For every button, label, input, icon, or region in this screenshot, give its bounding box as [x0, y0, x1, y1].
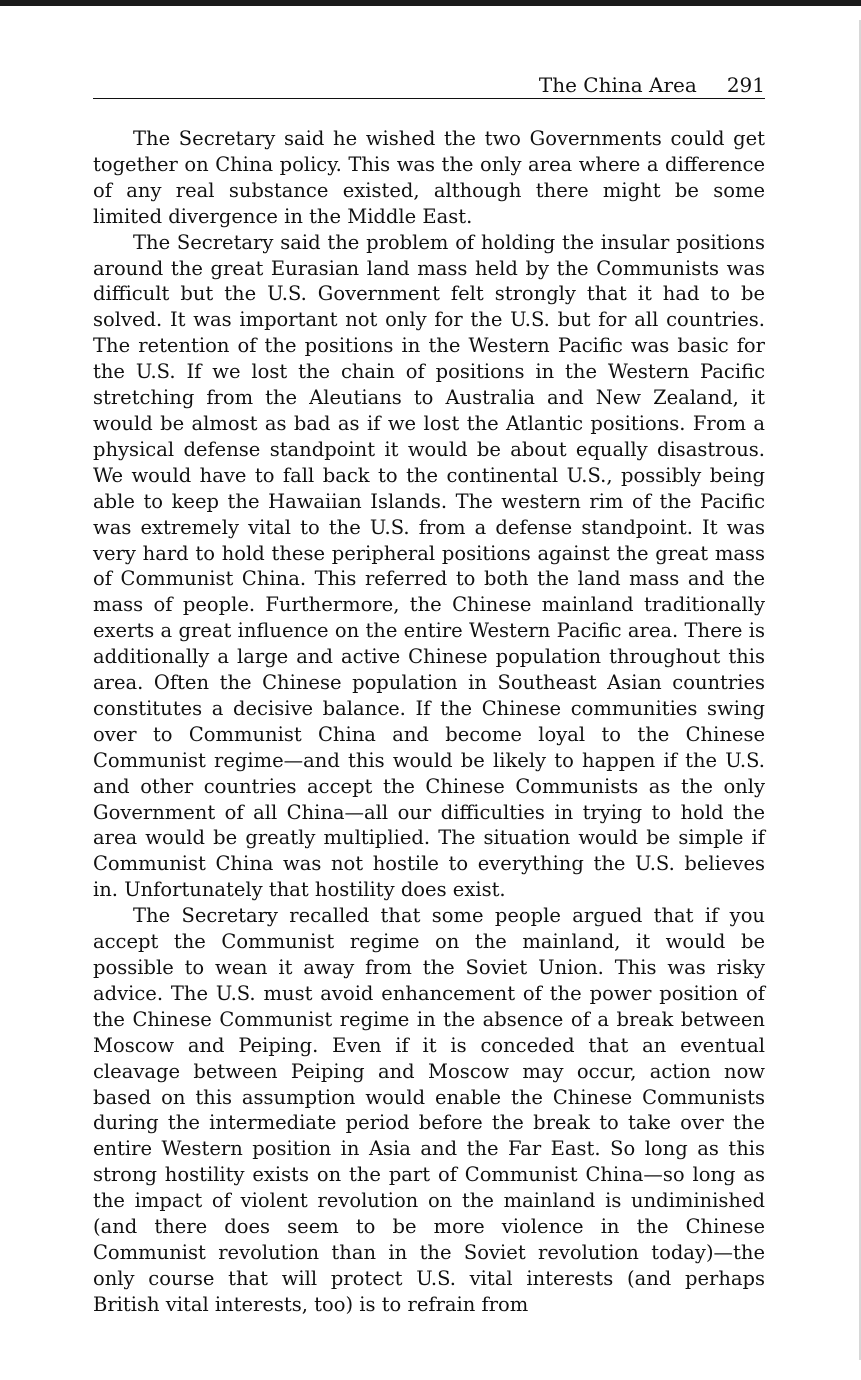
body-text: [93, 126, 765, 1318]
paragraph-3: The Secretary recalled that some people argued that if you accept the Communist regime on the mainland, it would be possible to wean it away from the Soviet Union. This was risky advice. The U.S. must avoid enhancement of the power position of the Chinese Communist regime in the absence of a break between Moscow and Peiping. Even if it is conceded that an eventual cleavage between Peiping and Moscow may occur, action now based on this assumption would enable the Chinese Communists during the intermediate period before the break to take over the entire Western position in Asia and the Far East. So long as this strong hostility exists on the part of Communist China—so long as the impact of violent revolution on the mainland is undiminished (and there does seem to be more violence in the Chinese Communist revolution than in the Soviet revolution today)—the only course that will protect U.S. vital interests (and perhaps British vital interests, too) is to refrain from: [93, 904, 765, 1316]
page-number: 291: [726, 73, 765, 97]
top-edge-rule: [0, 0, 861, 6]
paragraph-2: The Secretary said the problem of holding the insular positions around the great Eurasian land mass held by the Communists was difficult but the U.S. Government felt strongly that it had to be solved. It was important not only for the U.S. but for all countries. The retention of the positions in the Western Pacific was basic for the U.S. If we lost the chain of positions in the Western Pacific stretching from the Aleutians to Australia and New Zealand, it would be almost as bad as if we lost the Atlantic positions. From a physical defense standpoint it would be about equally disastrous. We would have to fall back to the continental U.S., possibly being able to keep the Hawaiian Islands. The western rim of the Pacific was extremely vital to the U.S. from a defense standpoint. It was very hard to hold these peripheral positions against the great mass of Communist China. This referred to both the land mass and the mass of people. Furthermore, the Chinese mainland traditionally exerts a great influence on the entire Western Pacific area. There is additionally a large and active Chinese population throughout this area. Often the Chinese population in Southeast Asian countries constitutes a decisive balance. If the Chinese communities swing over to Communist China and become loyal to the Chinese Communist regime—and this would be likely to happen if the U.S. and other countries accept the Chinese Communists as the only Government of all China—all our difficulties in trying to hold the area would be greatly multiplied. The situation would be simple if Communist China was not hostile to everything the U.S. believes in. Unfortunately that hostility does exist.: [93, 230, 765, 902]
running-head-line: [539, 72, 765, 98]
running-header: [93, 72, 765, 99]
running-title: The China Area: [538, 73, 697, 97]
paragraph-1: The Secretary said he wished the two Governments could get together on China policy. This was the only area where a difference of any real substance existed, although there might be some limited divergence in the Middle East.: [93, 127, 765, 228]
